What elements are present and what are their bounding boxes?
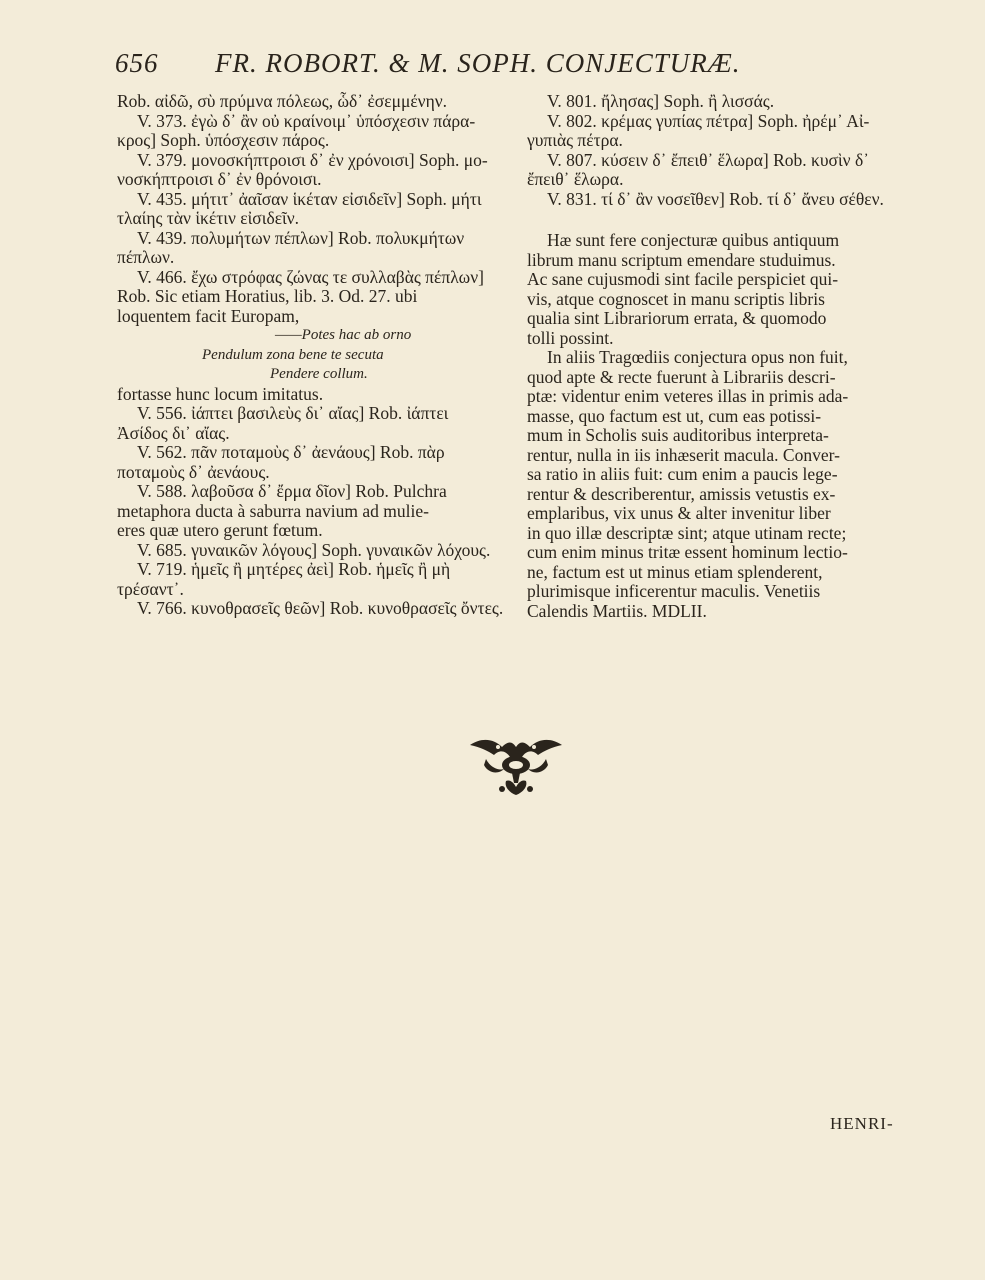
text-line — [527, 209, 917, 231]
text-line: πέπλων. — [117, 248, 175, 267]
text-line: Rob. Sic etiam Horatius, lib. 3. Od. 27. ubi — [117, 287, 418, 306]
text-line: Ac sane cujusmodi sint facile perspiciet qui- — [527, 270, 839, 289]
text-line: emplaribus, vix unus & alter invenitur liber — [527, 504, 831, 523]
text-line: masse, quo factum est ut, cum eas potissi- — [527, 406, 822, 426]
text-line: V. 379. μονοσκήπτροισι δ᾽ ἐν χρόνοισι] Soph. μο- — [137, 150, 488, 170]
text-line: τλαίης τὰν ἱκέτιν εἰσιδεῖν. — [117, 209, 300, 228]
text-line: Pendulum zona bene te secuta — [202, 346, 384, 363]
text-line: tolli possint. — [527, 328, 614, 348]
text-line: γυπιὰς πέτρα. — [527, 131, 623, 150]
printers-ornament — [468, 735, 564, 797]
text-line: νοσκήπτροισι δ᾽ ἐν θρόνοισι. — [117, 170, 322, 189]
text-line: librum manu scriptum emendare studuimus. — [527, 250, 836, 270]
text-line: V. 373. ἐγὼ δ᾽ ἂν οὐ κραίνοιμ᾽ ὑπόσχεσιν πάρα- — [137, 111, 476, 131]
text-line: mum in Scholis suis auditoribus interpreta- — [527, 426, 829, 445]
text-line: V. 562. πᾶν ποταμοὺς δ᾽ ἀενάους] Rob. πὰρ — [137, 443, 445, 462]
text-line: Calendis Martiis. MDLII. — [527, 601, 707, 621]
text-line: V. 831. τί δ᾽ ἂν νοσεῖθεν] Rob. τί δ᾽ ἄνευ σέθεν. — [547, 189, 884, 209]
text-line: ποταμοὺς δ᾽ ἀενάους. — [117, 462, 270, 482]
catchword: HENRI- — [830, 1114, 894, 1133]
text-line: ne, factum est ut minus etiam splenderent, — [527, 562, 823, 582]
text-line: In aliis Tragœdiis conjectura opus non fuit, — [547, 348, 848, 367]
text-line: τρέσαντ᾽. — [117, 579, 184, 599]
text-line: cum enim minus tritæ essent hominum lectio- — [527, 543, 848, 562]
text-line: loquentem facit Europam, — [117, 306, 300, 326]
text-line: quod apte & recte fuerunt à Librariis descri- — [527, 367, 836, 387]
text-line: metaphora ducta à saburra navium ad mulie- — [117, 501, 429, 521]
text-line: V. 435. μήτιτ᾽ ἀαῖσαν ἱκέταν εἰσιδεῖν] Soph. μήτι — [137, 189, 482, 209]
text-line: vis, atque cognoscet in manu scriptis libris — [527, 289, 825, 309]
text-line: V. 556. ἰάπτει βασιλεὺς δι᾽ αἴας] Rob. ἰάπτει — [137, 404, 449, 423]
text-line: plurimisque inficerentur maculis. Venetiis — [527, 582, 821, 601]
text-line: Hæ sunt fere conjecturæ quibus antiquum — [547, 231, 840, 250]
text-line: V. 766. κυνοθρασεῖς θεῶν] Rob. κυνοθρασεῖς ὄντες. — [137, 599, 504, 618]
text-line: ptæ: videntur enim veteres illas in primis ada- — [527, 387, 849, 406]
right-text-column — [527, 92, 917, 621]
text-line: V. 719. ἡμεῖς ἢ μητέρες ἀεὶ] Rob. ἡμεῖς ἢ μὴ — [137, 560, 451, 579]
text-line: in quo illæ descriptæ sint; atque utinam recte; — [527, 523, 847, 543]
running-header — [115, 48, 815, 84]
text-line: eres quæ utero gerunt fœtum. — [117, 521, 323, 540]
text-line: V. 807. κύσειν δ᾽ ἔπειθ᾽ ἕλωρα] Rob. κυσὶν δ᾽ — [547, 150, 870, 170]
text-line: sa ratio in aliis fuit: cum enim a paucis lege- — [527, 465, 838, 484]
text-line: V. 801. ἤλησας] Soph. ἢ λισσάς. — [547, 92, 775, 111]
text-line: V. 466. ἔχω στρόφας ζώνας τε συλλαβὰς πέπλων] — [137, 267, 484, 287]
text-line: Rob. αἰδῶ, σὺ πρύμνα πόλεως, ὧδ᾽ ἐσεμμένην. — [117, 92, 448, 111]
text-line: V. 802. κρέμας γυπίας πέτρα] Soph. ἠρέμ᾽ Αἰ- — [547, 111, 870, 131]
text-line: V. 685. γυναικῶν λόγους] Soph. γυναικῶν λόχους. — [137, 540, 491, 560]
text-line: ἔπειθ᾽ ἕλωρα. — [527, 170, 624, 189]
running-title: FR. ROBORT. & M. SOPH. CONJECTURÆ. — [215, 48, 741, 78]
left-text-column — [117, 92, 507, 619]
text-line: ——Potes hac ab orno — [275, 327, 412, 343]
page-number: 656 — [115, 48, 159, 78]
text-line: Ἀσίδος δι᾽ αἴας. — [117, 423, 230, 443]
text-line: fortasse hunc locum imitatus. — [117, 384, 324, 404]
text-line: V. 588. λαβοῦσα δ᾽ ἔρμα δῖον] Rob. Pulchra — [137, 482, 447, 501]
text-line: rentur, nulla in iis inhæserit macula. Conver- — [527, 445, 840, 465]
text-line: κρος] Soph. ὑπόσχεσιν πάρος. — [117, 131, 330, 150]
text-line: V. 439. πολυμήτων πέπλων] Rob. πολυκμήτων — [137, 228, 465, 248]
text-line: qualia sint Librariorum errata, & quomodo — [527, 309, 827, 328]
text-line: Pendere collum. — [270, 366, 368, 382]
text-line: rentur & describerentur, amissis vetustis ex- — [527, 484, 836, 504]
